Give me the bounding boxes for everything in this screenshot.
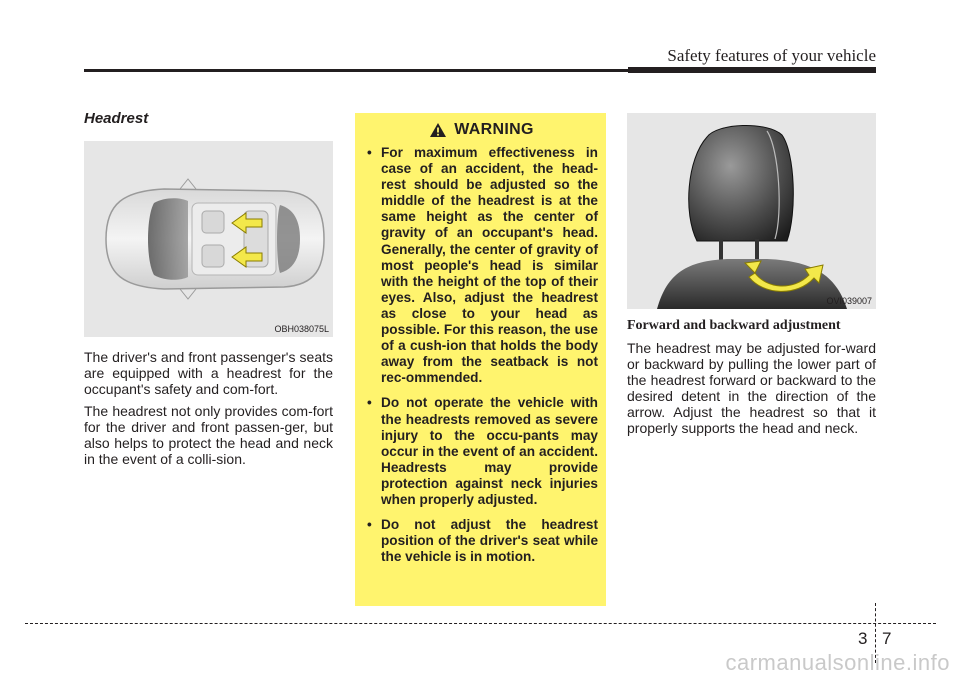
page-header-title: Safety features of your vehicle [667,46,876,65]
section-title: Headrest [84,110,149,127]
figure-code: OVI039007 [826,296,872,306]
header-rule-accent [628,67,876,73]
car-top-view-illustration [84,141,333,337]
watermark: carmanualsonline.info [725,650,950,675]
warning-item: • For maximum effectiveness in case of an accident, the head-rest should be adjusted so the middle of the headrest is at the same height as the center of gravity of an occupant's head. Generally, the center of gravity of most people's head is similar with the height of the top of their eyes. Also, adjust the headrest as close to your head as possible. For this reason, the use of a cush-ion that holds the body away from the seatback is not rec-ommended. [367,145,598,386]
warning-header [365,121,598,139]
adjustment-subheading: Forward and backward adjustment [627,318,841,333]
left-column [84,110,333,467]
headrest-purpose-paragraph: The headrest not only provides com-fort for the driver and front passen-ger, but also helps to protect the head and neck in the event of a colli-sion. [84,403,333,467]
chapter-number: 3 [858,629,868,648]
headrest-illustration [627,113,876,309]
warning-list [365,145,598,565]
headrest-intro-paragraph: The driver's and front passenger's seats are equipped with a headrest for the occupant's safety and com-fort. [84,349,333,397]
warning-triangle-icon [429,122,447,138]
footer-rule [25,623,936,624]
warning-box [355,113,606,606]
figure-code: OBH038075L [274,324,329,334]
page-number: 7 [882,629,892,648]
right-column [627,113,876,436]
warning-title: WARNING [454,121,534,138]
headrest-adjustment-figure [627,113,876,309]
warning-item: • Do not adjust the headrest position of the driver's seat while the vehicle is in motion. [367,517,598,565]
adjustment-paragraph: The headrest may be adjusted for-ward or backward by pulling the lower part of the headrest forward or backward to the desired detent in the direction of the arrow. Adjust the headrest so that it properly supports the head and neck. [627,340,876,436]
warning-item: • Do not operate the vehicle with the headrests removed as severe injury to the occu-pants may occur in the event of an accident. Headrests may provide protection against neck injuries when properly adjusted. [367,395,598,507]
car-top-view-figure [84,141,333,337]
